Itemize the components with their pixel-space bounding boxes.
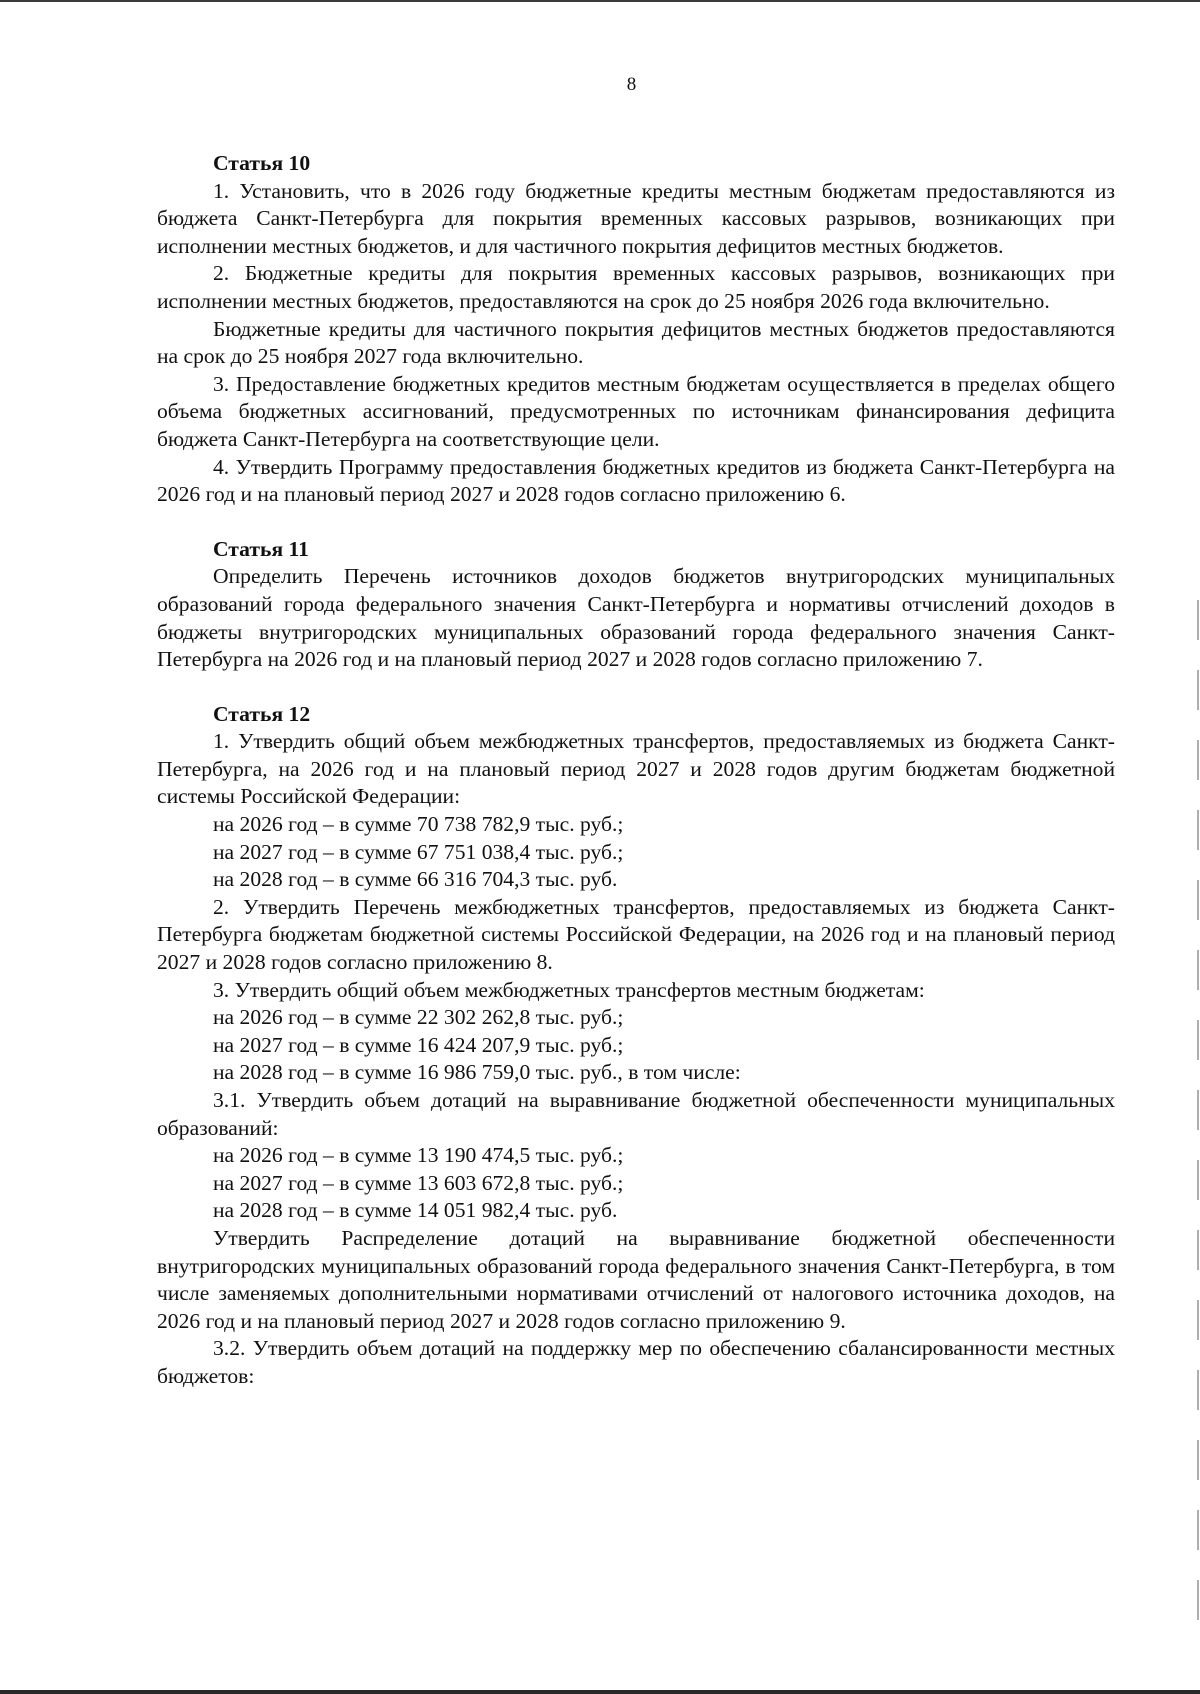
paragraph: Бюджетные кредиты для частичного покрытия дефицитов местных бюджетов предоставляются на срок до 25 ноября 2027 года включительно. [157,316,1115,369]
paragraph: 1. Установить, что в 2026 году бюджетные кредиты местным бюджетам предоставляются из бюджета Санкт-Петербурга для покрытия временных кассовых разрывов, возникающих при исполнении местных бюджетов, и для частичного покрытия дефицитов местных бюджетов. [157,178,1115,258]
article-11 [157,536,1115,674]
scan-border-right [1197,600,1199,1640]
document-body [157,150,1115,1391]
scan-border-top [0,0,1200,2]
article-heading: Статья 12 [213,701,311,726]
page-number: 8 [626,74,637,95]
article-heading: Статья 11 [213,536,309,561]
amount-line: на 2026 год – в сумме 13 190 474,5 тыс. руб.; [213,1143,624,1168]
amount-line: на 2026 год – в сумме 22 302 262,8 тыс. руб.; [213,1005,624,1030]
article-12 [157,701,1115,1391]
paragraph: 4. Утвердить Программу предоставления бюджетных кредитов из бюджета Санкт-Петербурга на 2026 год и на плановый период 2027 и 2028 годов согласно приложению 6. [157,454,1115,507]
amount-line: на 2028 год – в сумме 14 051 982,4 тыс. руб. [213,1198,618,1223]
amount-line: на 2027 год – в сумме 67 751 038,4 тыс. руб.; [213,839,624,864]
paragraph: 2. Утвердить Перечень межбюджетных трансфертов, предоставляемых из бюджета Санкт-Петербурга бюджетам бюджетной системы Российской Федерации, на 2026 год и на плановый период 2027 и 2028 годов согласно приложению 8. [157,894,1115,975]
paragraph: 3. Утвердить общий объем межбюджетных трансфертов местным бюджетам: [213,977,925,1002]
paragraph: 2. Бюджетные кредиты для покрытия временных кассовых разрывов, возникающих при исполнении местных бюджетов, предоставляются на срок до 25 ноября 2026 года включительно. [157,261,1115,313]
amount-line: на 2027 год – в сумме 16 424 207,9 тыс. руб.; [213,1032,624,1057]
article-10 [157,150,1115,509]
scan-border-bottom [0,1690,1200,1694]
paragraph: 3.2. Утвердить объем дотаций на поддержку мер по обеспечению сбалансированности местных бюджетов: [157,1336,1115,1388]
paragraph: 1. Утвердить общий объем межбюджетных трансфертов, предоставляемых из бюджета Санкт-Петербурга, на 2026 год и на плановый период 2027 и 2028 годов другим бюджетам бюджетной системы Российской Федерации: [157,729,1115,809]
amount-line: на 2027 год – в сумме 13 603 672,8 тыс. руб.; [213,1170,624,1195]
amount-line: на 2028 год – в сумме 66 316 704,3 тыс. руб. [213,867,618,892]
article-heading: Статья 10 [213,151,311,175]
paragraph: Определить Перечень источников доходов бюджетов внутригородских муниципальных образований города федерального значения Санкт-Петербурга и нормативы отчислений доходов в бюджеты внутригородских муниципальных образований города федерального значения Санкт-Петербурга на 2026 год и на плановый период 2027 и 2028 годов согласно приложению 7. [157,564,1115,672]
paragraph: 3. Предоставление бюджетных кредитов местным бюджетам осуществляется в пределах общего объема бюджетных ассигнований, предусмотренных по источникам финансирования дефицита бюджета Санкт-Петербурга на соответствующие цели. [157,371,1115,451]
amount-line: на 2026 год – в сумме 70 738 782,9 тыс. руб.; [213,812,624,837]
paragraph: Утвердить Распределение дотаций на выравнивание бюджетной обеспеченности внутригородских муниципальных образований города федерального значения Санкт-Петербурга, в том числе заменяемых дополнительными нормативами отчислений от налогового источника доходов, на 2026 год и на плановый период 2027 и 2028 годов согласно приложению 9. [157,1225,1115,1333]
paragraph: 3.1. Утвердить объем дотаций на выравнивание бюджетной обеспеченности муниципальных образований: [157,1088,1115,1140]
amount-line: на 2028 год – в сумме 16 986 759,0 тыс. руб., в том числе: [213,1060,741,1085]
